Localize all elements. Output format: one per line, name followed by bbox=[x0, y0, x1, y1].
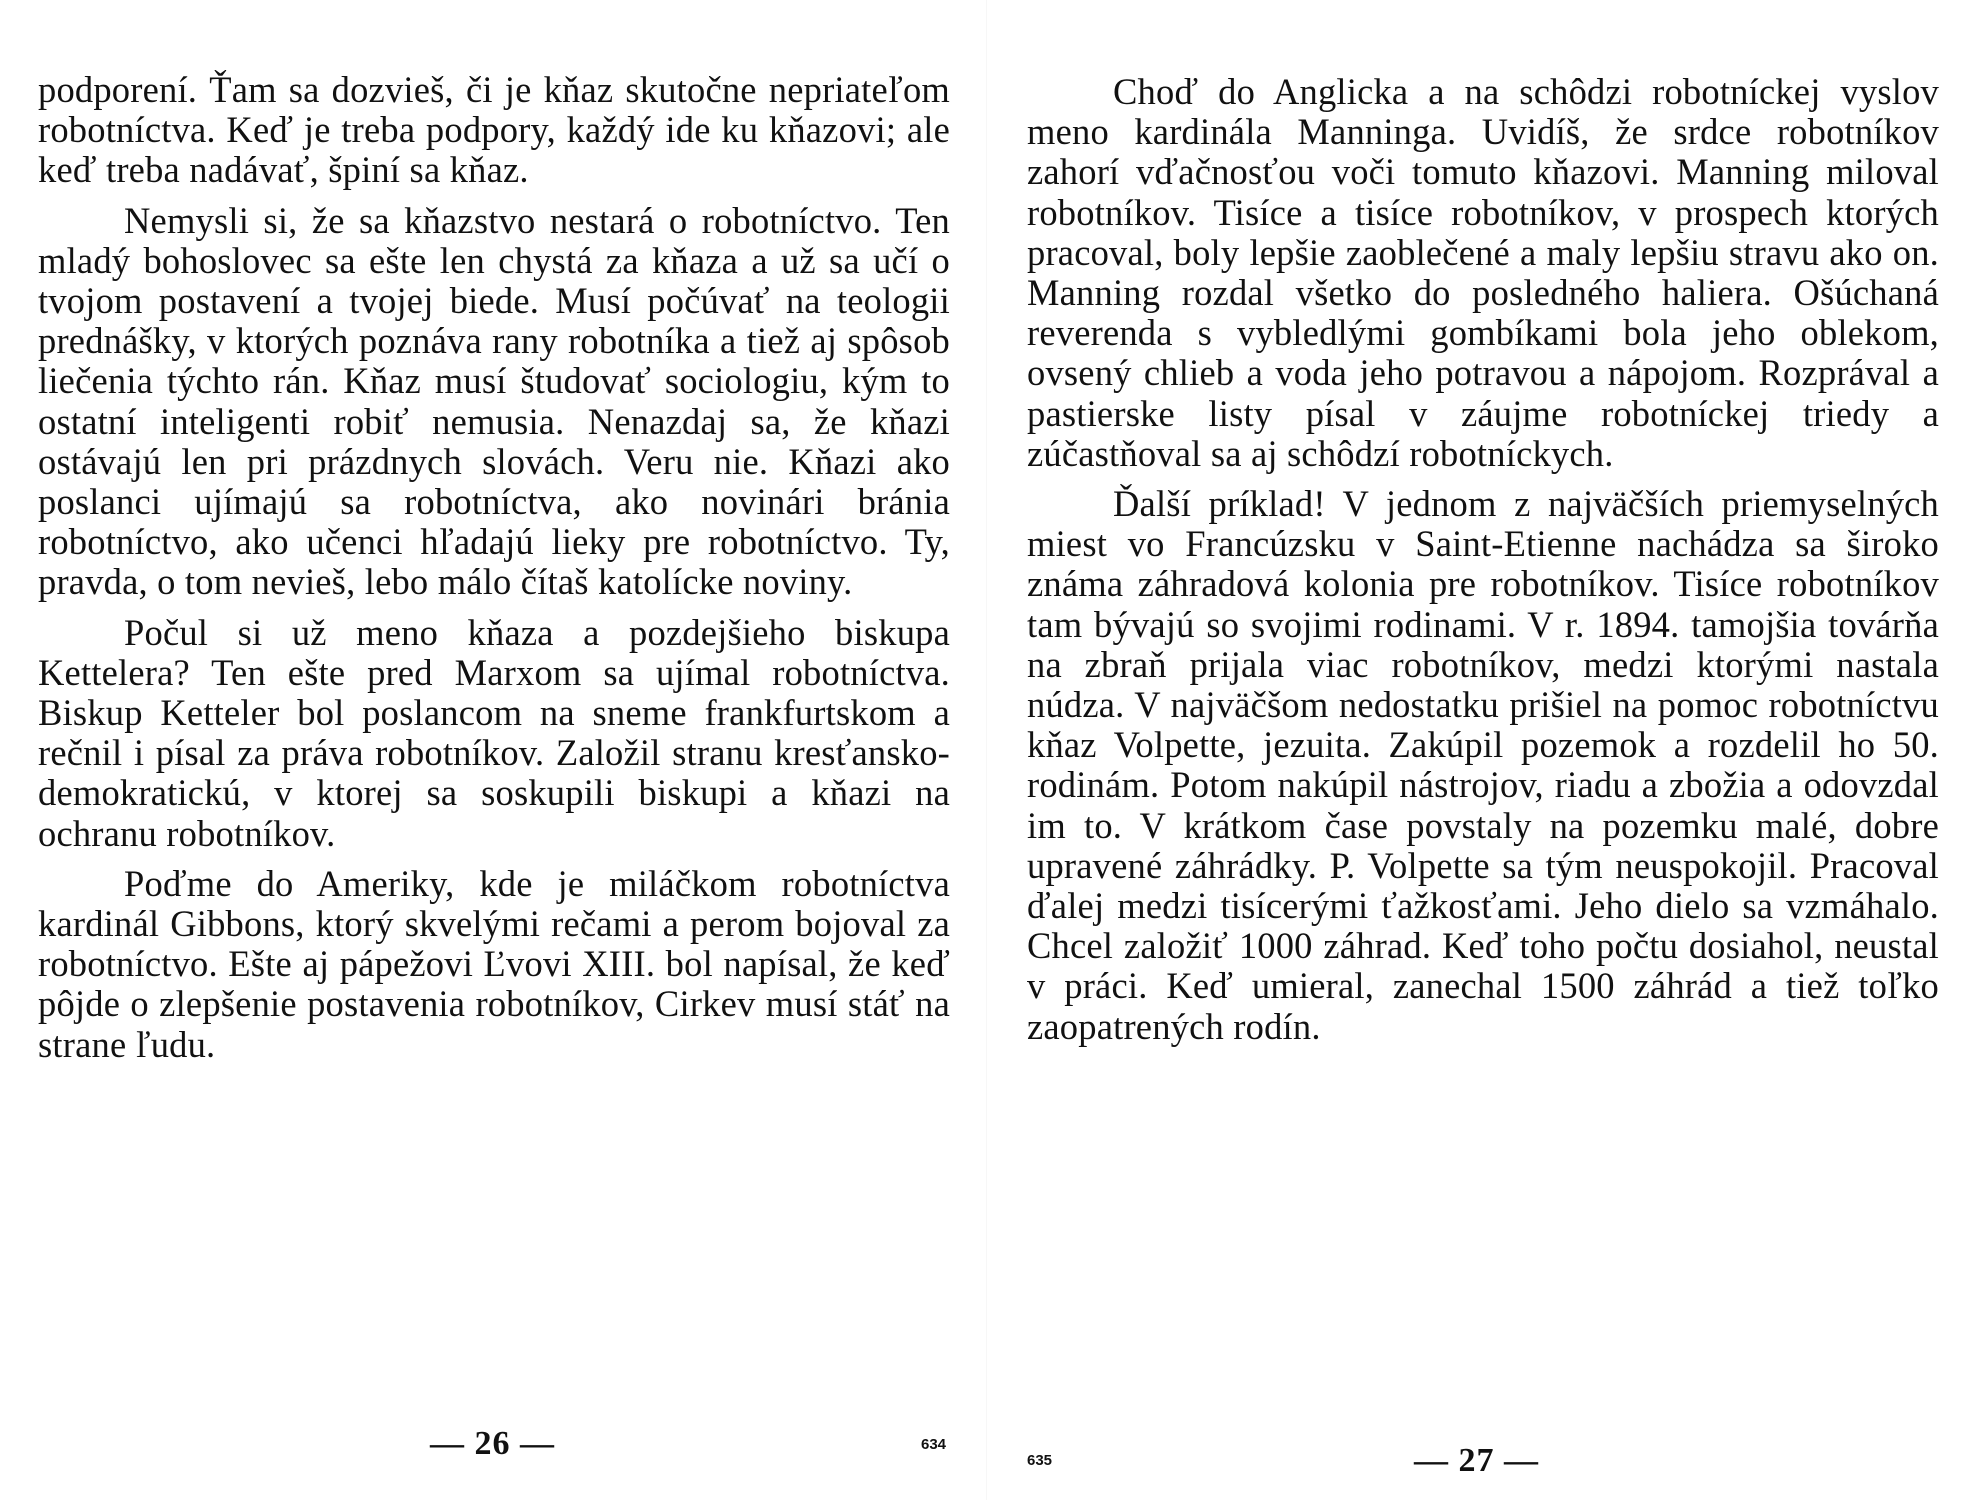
left-page-text bbox=[38, 70, 950, 1065]
left-paragraph-1: podporení. Ťam sa dozvieš, či je kňaz skutočne nepriateľom robotníctva. Keď je treba podpory, každý ide ku kňazovi; ale keď treba nadávať, špiní sa kňaz. bbox=[38, 69, 950, 191]
left-paragraph-4: Poďme do Ameriky, kde je miláčkom robotníctva kardinál Gibbons, ktorý skvelými rečami a perom bojoval za robotníctvo. Ešte aj pápežovi Ľvovi XIII. bol napísal, že keď pôjde o zlepšenie postavenia robotníkov, Cirkev musí stáť na strane ľudu. bbox=[38, 862, 950, 1065]
right-page-number: — 27 — bbox=[1414, 1442, 1539, 1479]
right-paragraph-2: Ďalší príklad! V jednom z najväčších priemyselných miest vo Francúzsku v Saint-Etienne nachádza sa široko známa záhradová kolonia pre robotníkov. Tisíce robotníkov tam bývajú so svojimi rodinami. V r. 1894. tamojšia továrňa na zbraň prijala viac robotníkov, medzi ktorými nastala núdza. V najväčšom nedostatku prišiel na pomoc robotníctvu kňaz Volpette, jezuita. Zakúpil pozemok a rozdelil ho 50. rodinám. Potom nakúpil nástrojov, riadu a zbožia a odovzdal im to. V krátkom čase povstaly na pozemku malé, dobre upravené záhrádky. P. Volpette sa tým neuspokojil. Pracoval ďalej medzi tisícerými ťažkosťami. Jeho dielo sa vzmáhalo. Chcel založiť 1000 záhrad. Keď toho počtu dosiahol, neustal v práci. Keď umieral, zanechal 1500 záhrád a tiež toľko zaopatrených rodín. bbox=[1027, 483, 1939, 1047]
right-page bbox=[989, 0, 1978, 1500]
left-paragraph-2: Nemysli si, že sa kňazstvo nestará o robotníctvo. Ten mladý bohoslovec sa ešte len chystá za kňaza a už sa učí o tvojom postavení a tvojej biede. Musí počúvať na teologii prednášky, v ktorých poznáva rany robotníka a tiež aj spôsob liečenia týchto rán. Kňaz musí študovať sociologiu, kým to ostatní inteligenti robiť nemusia. Nenazdaj sa, že kňazi ostávajú len pri prázdnych slovách. Veru nie. Kňazi ako poslanci ujímajú sa robotníctva, ako novinári bránia robotníctvo, ako učenci hľadajú lieky pre robotníctvo. Ty, pravda, o tom nevieš, lebo málo čítaš katolícke noviny. bbox=[38, 199, 950, 603]
book-gutter bbox=[986, 0, 987, 1500]
left-page-number: — 26 — bbox=[430, 1425, 555, 1462]
right-paragraph-1: Choď do Anglicka a na schôdzi robotníckej vyslov meno kardinála Manninga. Uvidíš, že srdce robotníkov zahorí vďačnosťou voči tomuto kňazovi. Manning miloval robotníkov. Tisíce a tisíce robotníkov, v prospech ktorých pracoval, boly lepšie zaoblečené a maly lepšiu stravu ako on. Manning rozdal všetko do posledného haliera. Ošúchaná reverenda s vybledlými gombíkami bola jeho oblekom, ovsený chlieb a voda jeho potravou a nápojom. Rozprával a pastierske listy písal v záujme robotníckej triedy a zúčastňoval sa aj schôdzí robotníckych. bbox=[1027, 71, 1939, 474]
left-sheet-number: 634 bbox=[921, 1436, 947, 1453]
right-page-text bbox=[1027, 72, 1939, 1047]
right-sheet-number: 635 bbox=[1027, 1452, 1053, 1469]
left-paragraph-3: Počul si už meno kňaza a pozdejšieho biskupa Kettelera? Ten ešte pred Marxom sa ujímal robotníctva. Biskup Ketteler bol poslancom na sneme frankfurtskom a rečnil i písal za práva robotníkov. Založil stranu kresťansko-demokratickú, v ktorej sa soskupili biskupi a kňazi na ochranu robotníkov. bbox=[38, 611, 950, 854]
